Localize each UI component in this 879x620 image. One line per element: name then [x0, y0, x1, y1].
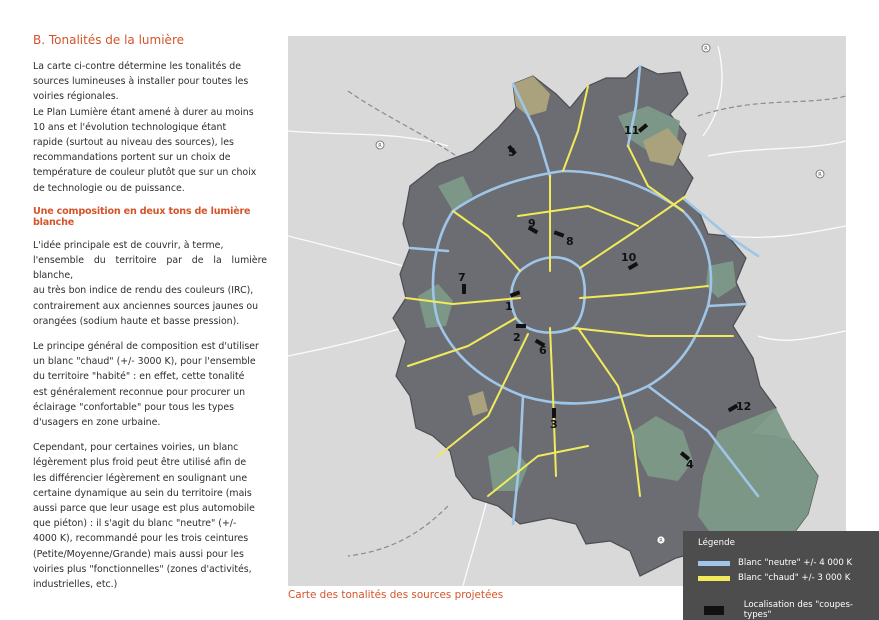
- paragraph-idea: L'idée principale est de couvrir, à terme, l'ensemble du territoire par de la lumière blanche, au très bon indice de rendu des couleurs (IRC), contrairement aux anciennes sources jaunes ou orangées (sodium haute et basse pression).: [33, 239, 267, 327]
- marker-2: 2: [513, 331, 521, 344]
- marker-9: 9: [528, 217, 536, 230]
- marker-8: 8: [566, 235, 574, 248]
- road-badge-west: R: [378, 143, 382, 149]
- subheading: Une composition en deux tons de lumière blanche: [33, 205, 251, 228]
- text-column: [33, 33, 267, 602]
- road-badge-south: R: [659, 538, 663, 544]
- marker-3: 3: [550, 418, 558, 431]
- section-swatch: [704, 606, 724, 615]
- legend-neutral-label: Blanc "neutre" +/- 4 000 K: [738, 558, 853, 568]
- legend-row-section: [698, 600, 879, 620]
- marker-12: 12: [736, 400, 752, 413]
- neutral-swatch: [698, 561, 730, 566]
- road-badge-east: R: [818, 172, 822, 178]
- legend-row-neutral: [698, 558, 852, 568]
- paragraph-neutral: Cependant, pour certaines voiries, un blanc légèrement plus froid peut être utilisé afin de les différencier légèrement en soulignant une certaine dynamique au sein du territoire (mais aussi parce que leur usage est plus automobile que piéton) : il s'agit du blanc "neutre" (+/- 4000 K), recommandé pour les trois ceintures (Petite/Moyenne/Grande) mais aussi pour les voiries plus "fonctionnelles" (zones d'activités, industrielles, etc.): [33, 442, 255, 591]
- paragraph-intro: La carte ci-contre détermine les tonalités de sources lumineuses à installer pour toutes les voiries régionales. Le Plan Lumière étant amené à durer au moins 10 ans et l'évolution technologique étant rapide (surtout au niveau des sources), les recommandations portent sur un choix de température de couleur plutôt que sur un choix de technologie ou de puissance.: [33, 61, 257, 194]
- section-title: B. Tonalités de la lumière: [33, 33, 184, 47]
- legend: [683, 531, 879, 620]
- road-badge-north: R: [704, 46, 708, 52]
- legend-title: Légende: [698, 538, 735, 548]
- marker-11: 11: [624, 124, 640, 137]
- marker-10: 10: [621, 251, 637, 264]
- legend-section-label: Localisation des "coupes-types": [743, 600, 854, 620]
- marker-5: 5: [508, 146, 516, 159]
- marker-1: 1: [505, 300, 513, 313]
- lighting-map[interactable]: [288, 36, 846, 586]
- legend-warm-label: Blanc "chaud" +/- 3 000 K: [738, 573, 851, 583]
- map-caption: Carte des tonalités des sources projetées: [288, 589, 504, 601]
- legend-row-warm: [698, 573, 850, 583]
- paragraph-principle: Le principe général de composition est d'utiliser un blanc "chaud" (+/- 3000 K), pour l'ensemble du territoire "habité" : en effet, cette tonalité est généralement reconnue pour procurer un éclairage "confortable" pour tous les types d'usagers en zone urbaine.: [33, 341, 259, 429]
- warm-swatch: [698, 576, 730, 581]
- marker-6: 6: [539, 344, 547, 357]
- marker-4: 4: [686, 458, 694, 471]
- marker-7: 7: [458, 271, 466, 284]
